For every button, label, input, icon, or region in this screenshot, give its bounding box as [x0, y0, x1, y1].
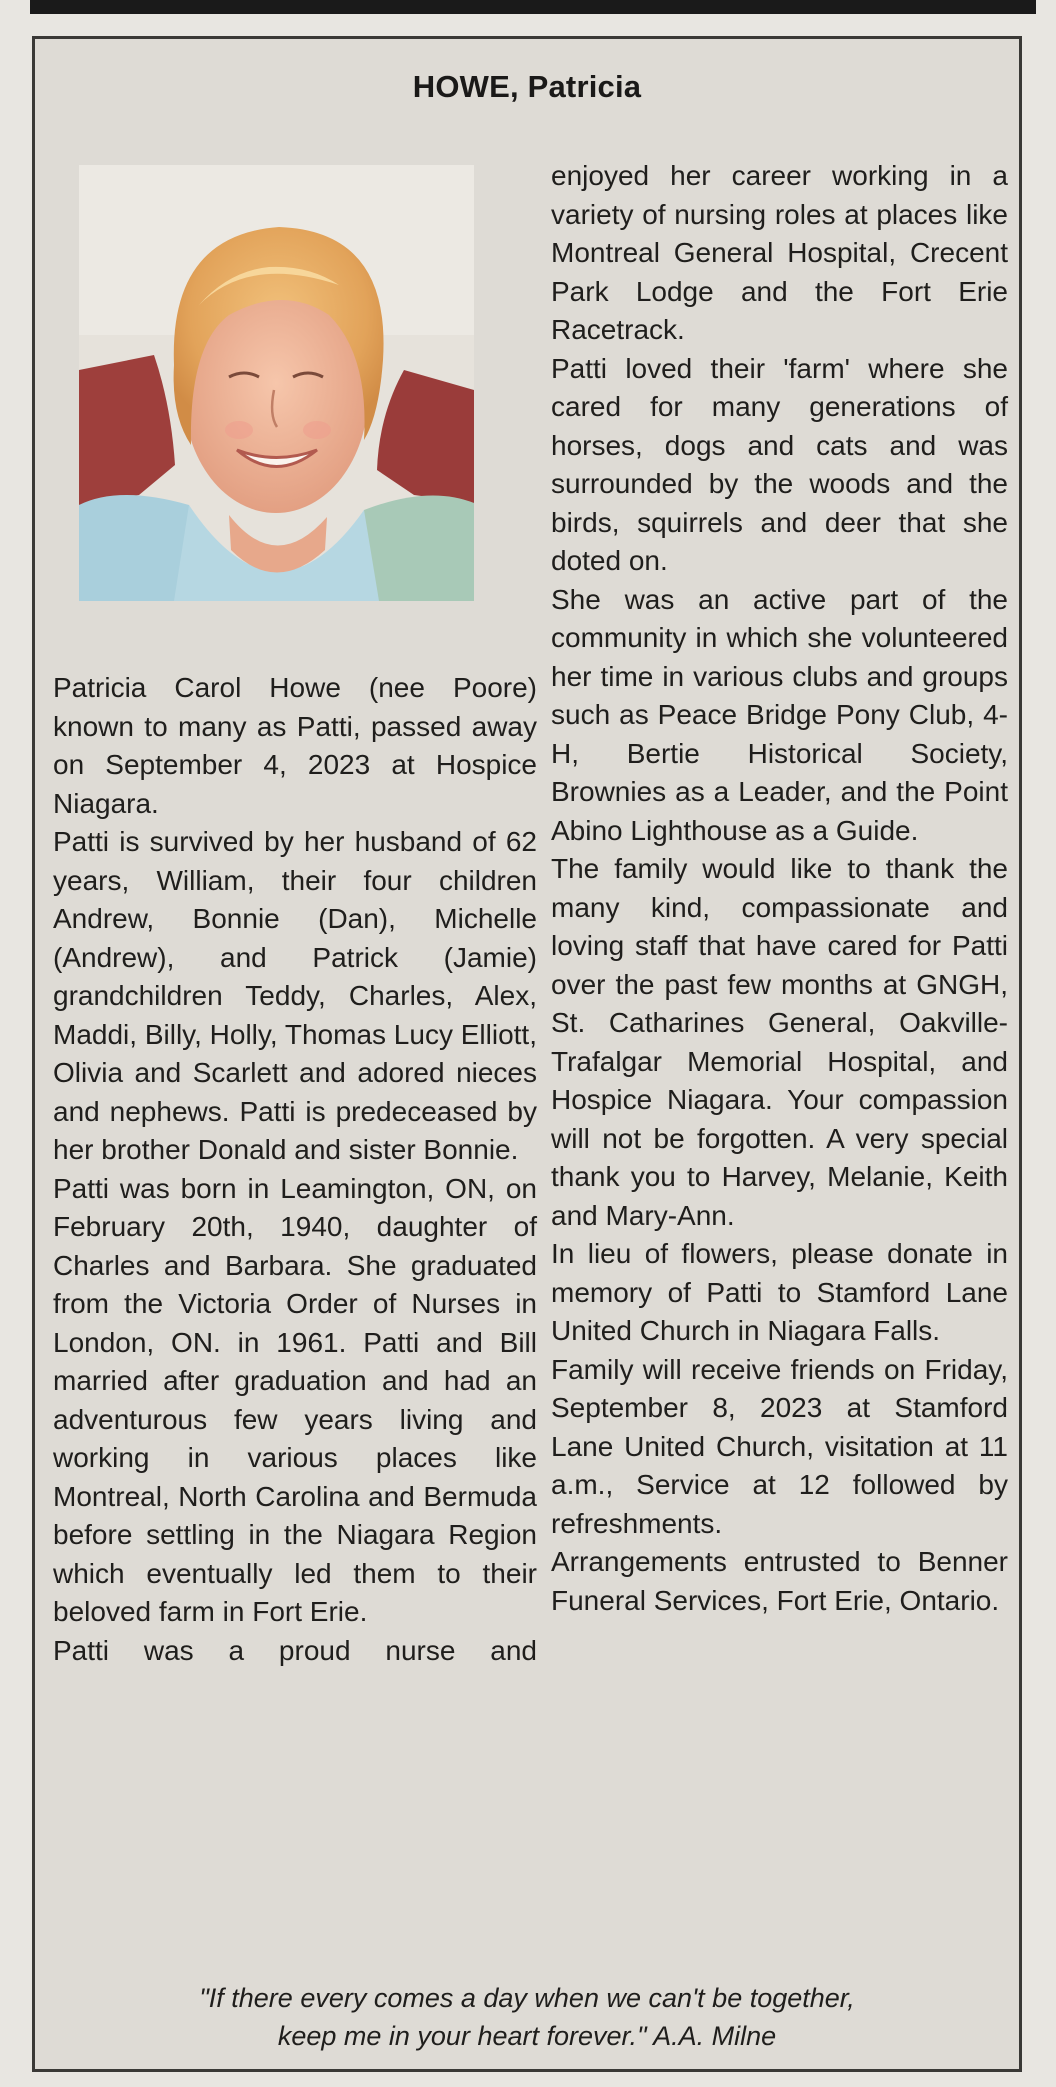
obituary-paragraph: She was an active part of the community in which she volunteered her time in various clubs and groups such as Peace Bridge Pony Club, 4-H, Bertie Historical Society, Brownies as a Leader, and the Point Abino Lighthouse as a Guide. [551, 583, 1008, 846]
top-rule [30, 0, 1036, 14]
obituary-right-column [551, 157, 1008, 1620]
obituary-paragraph: Patricia Carol Howe (nee Poore) known to many as Patti, passed away on September 4, 2023 at Hospice Niagara. [53, 672, 537, 819]
obituary-paragraph: Family will receive friends on Friday, September 8, 2023 at Stamford Lane United Church, visitation at 11 a.m., Service at 12 followed by refreshments. [551, 1353, 1008, 1539]
obituary-paragraph: The family would like to thank the many kind, compassionate and loving staff that have cared for Patti over the past few months at GNGH, St. Catharines General, Oakville-Trafalgar Memorial Hospital, and Hospice Niagara. Your compassion will not be forgotten. A very special thank you to Harvey, Melanie, Keith and Mary-Ann. [551, 853, 1008, 1231]
closing-quote-line: "If there every comes a day when we can't be together, [199, 1983, 855, 2013]
portrait-photo-icon [79, 165, 474, 601]
obituary-paragraph: Patti was born in Leamington, ON, on February 20th, 1940, daughter of Charles and Barbara. She graduated from the Victoria Order of Nurses in London, ON. in 1961. Patti and Bill married after graduation and had an adventurous few years living and working in various places like Montreal, North Carolina and Bermuda before settling in the Niagara Region which eventually led them to their beloved farm in Fort Erie. [53, 1172, 537, 1627]
closing-quote [35, 1979, 1019, 2055]
obituary-paragraph: Patti was a proud nurse and [53, 1634, 537, 1666]
obituary-notice [32, 36, 1022, 2072]
obituary-paragraph: Arrangements entrusted to Benner Funeral Services, Fort Erie, Ontario. [551, 1546, 1008, 1616]
portrait-photo [79, 165, 474, 601]
obituary-paragraph: Patti is survived by her husband of 62 years, William, their four children Andrew, Bonnie (Dan), Michelle (Andrew), and Patrick (Jamie) grandchildren Teddy, Charles, Alex, Maddi, Billy, Holly, Thomas Lucy Elliott, Olivia and Scarlett and adored nieces and nephews. Patti is predeceased by her brother Donald and sister Bonnie. [53, 826, 537, 1165]
obituary-paragraph: enjoyed her career working in a variety of nursing roles at places like Montreal General Hospital, Crecent Park Lodge and the Fort Erie Racetrack. [551, 160, 1008, 345]
obituary-left-column [53, 669, 537, 1670]
closing-quote-line: keep me in your heart forever." A.A. Milne [277, 2021, 777, 2051]
obituary-paragraph: Patti loved their 'farm' where she cared for many generations of horses, dogs and cats and was surrounded by the woods and the birds, squirrels and deer that she doted on. [551, 352, 1008, 576]
obituary-paragraph: In lieu of flowers, please donate in memory of Patti to Stamford Lane United Church in Niagara Falls. [551, 1238, 1008, 1346]
obituary-headline: HOWE, Patricia [412, 69, 642, 104]
